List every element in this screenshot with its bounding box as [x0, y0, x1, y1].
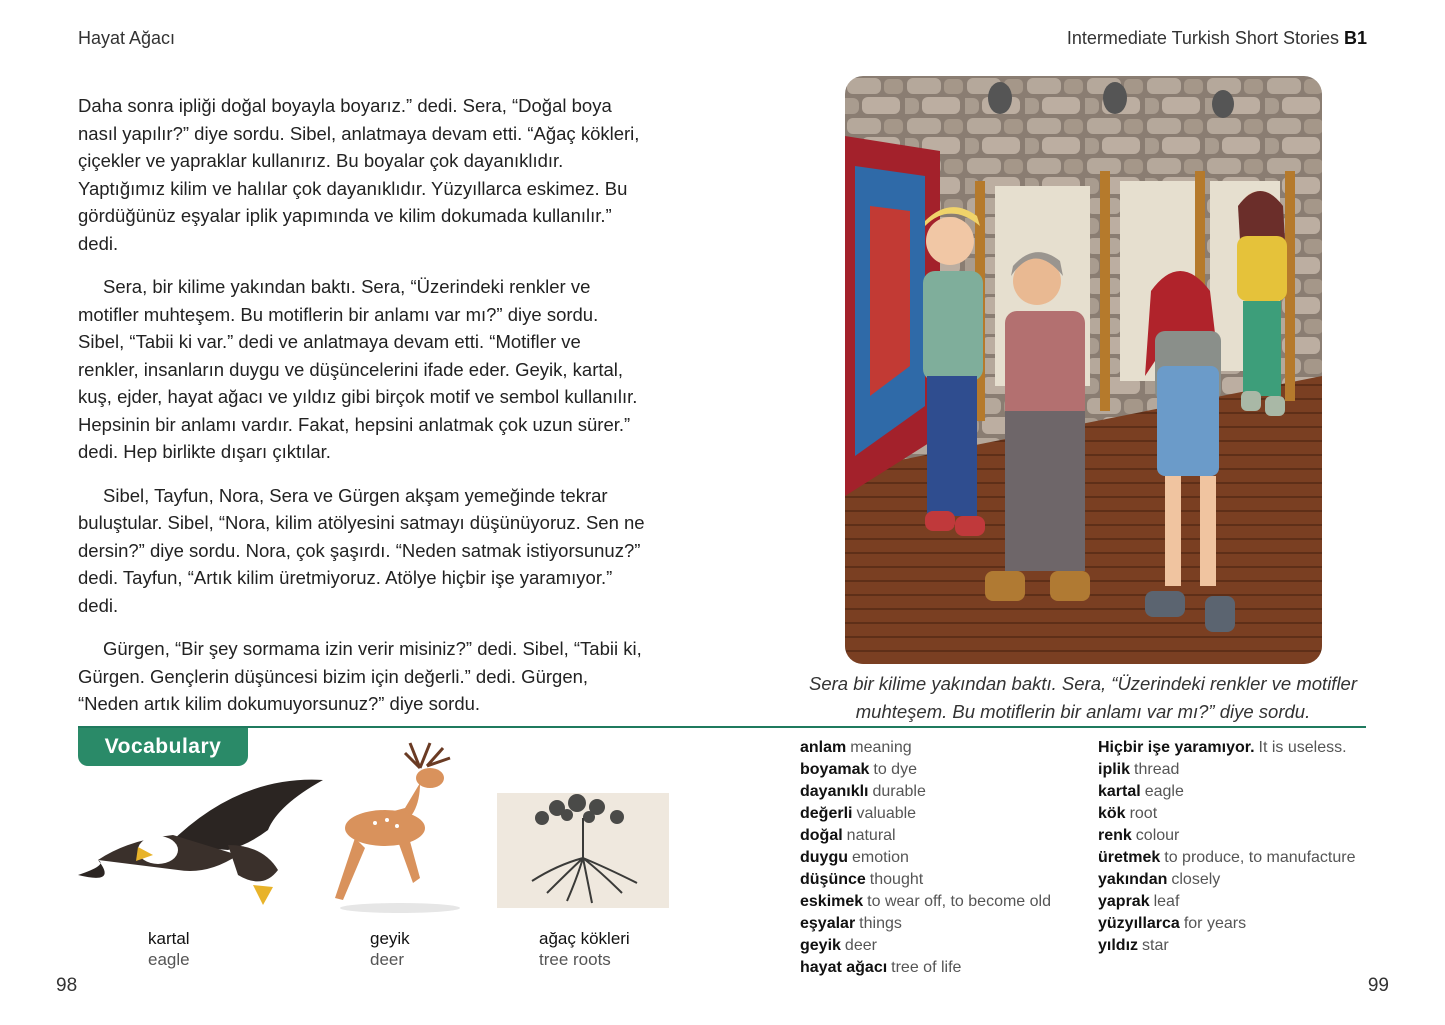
picture-label-eagle [148, 928, 190, 970]
vocab-word: Hiçbir işe yaramıyor. [1098, 739, 1255, 756]
vocabulary-heading: Vocabulary [78, 728, 248, 766]
vocab-meaning: meaning [850, 739, 912, 756]
vocab-meaning: to wear off, to become old [867, 893, 1051, 910]
illustration-caption: Sera bir kilime yakından baktı. Sera, “Üzerindeki renkler ve motifler muhteşem. Bu motiflerin bir anlamı var mı?” diye sordu. [808, 673, 1358, 722]
vocab-word: eskimek [800, 893, 864, 910]
vocab-meaning: It is useless. [1258, 739, 1347, 756]
vocab-entry [1098, 913, 1355, 935]
vocab-meaning: to dye [873, 761, 917, 778]
vocab-entry [1098, 891, 1355, 913]
vocab-meaning: tree of life [891, 959, 962, 976]
vocab-entry [800, 781, 1051, 803]
vocab-word: kartal [1098, 783, 1141, 800]
vocab-meaning: things [859, 915, 902, 932]
vocab-entry [800, 913, 1051, 935]
vocab-entry [1098, 759, 1355, 781]
vocab-meaning: closely [1171, 871, 1221, 888]
book-title: Intermediate Turkish Short Stories [1066, 28, 1339, 48]
picture-translation: deer [370, 950, 405, 969]
vocab-entry [800, 891, 1051, 913]
vocab-word: anlam [800, 739, 847, 756]
vocab-entry [800, 759, 1051, 781]
vocab-meaning: natural [846, 827, 896, 844]
vocab-word: iplik [1098, 761, 1131, 778]
page-number-right: 99 [1367, 975, 1389, 996]
vocab-meaning: star [1142, 937, 1169, 954]
vocab-meaning: deer [844, 937, 877, 954]
story-text [78, 92, 646, 734]
vocab-entry [800, 957, 1051, 979]
tree-roots-illustration [497, 793, 669, 913]
vocab-meaning: valuable [856, 805, 917, 822]
vocab-word: renk [1098, 827, 1132, 844]
vocab-meaning: leaf [1153, 893, 1180, 910]
picture-label-tree-roots [539, 928, 630, 970]
vocab-meaning: colour [1135, 827, 1180, 844]
vocab-meaning: for years [1183, 915, 1247, 932]
vocab-meaning: emotion [852, 849, 909, 866]
picture-word: geyik [370, 929, 410, 948]
vocab-meaning: eagle [1144, 783, 1184, 800]
picture-translation: eagle [148, 950, 190, 969]
vocab-entry [800, 803, 1051, 825]
vocab-entry [1098, 847, 1355, 869]
vocab-entry [800, 737, 1051, 759]
paragraph: Gürgen, “Bir şey sormama izin verir misiniz?” dedi. Sibel, “Tabii ki, Gürgen. Gençlerin düşüncesi bizim için değerli.” dedi. Gürgen, “Neden artık kilim dokumuyorsunuz?” diye sordu. [78, 638, 642, 714]
vocab-meaning: thought [869, 871, 924, 888]
vocab-entry [800, 825, 1051, 847]
vocab-meaning: root [1129, 805, 1158, 822]
vocab-word: dayanıklı [800, 783, 869, 800]
vocab-word: duygu [800, 849, 848, 866]
header-left-title: Hayat Ağacı [78, 28, 176, 48]
paragraph: Daha sonra ipliği doğal boyayla boyarız.” dedi. Sera, “Doğal boya nasıl yapılır?” diye sordu. Sibel, anlatmaya devam etti. “Ağaç kökleri, çiçekler ve yapraklar kullanırız. Bu boyalar çok dayanıklıdır. Yaptığımız kilim ve halılar çok dayanıklıdır. Yüzyıllarca eskimez. Bu gördüğünüz eşyalar iplik yapımında ve kilim dokumada kullanılır.” dedi. [78, 95, 640, 254]
vocab-word: yüzyıllarca [1098, 915, 1180, 932]
vocab-word: eşyalar [800, 915, 856, 932]
vocab-entry [1098, 825, 1355, 847]
vocab-word: yaprak [1098, 893, 1150, 910]
section-divider [78, 726, 1366, 728]
vocab-meaning: to produce, to manufacture [1164, 849, 1356, 866]
vocab-word: boyamak [800, 761, 870, 778]
vocab-entry [1098, 737, 1355, 759]
vocab-meaning: durable [872, 783, 926, 800]
level-badge: B1 [1343, 28, 1367, 48]
vocab-entry [1098, 803, 1355, 825]
vocab-entry [800, 935, 1051, 957]
vocab-entry [800, 847, 1051, 869]
deer-illustration [325, 738, 475, 923]
vocab-entry [1098, 781, 1355, 803]
vocab-word: değerli [800, 805, 853, 822]
header-right-title [1067, 28, 1367, 49]
picture-label-deer [370, 928, 410, 970]
vocab-word: geyik [800, 937, 841, 954]
page-number-left: 98 [56, 975, 78, 996]
eagle-illustration [78, 775, 328, 920]
vocab-word: düşünce [800, 871, 866, 888]
vocab-entry [1098, 869, 1355, 891]
picture-word: ağaç kökleri [539, 929, 630, 948]
picture-word: kartal [148, 929, 190, 948]
vocab-entry [800, 869, 1051, 891]
vocabulary-list-2 [1098, 737, 1355, 957]
vocab-word: yıldız [1098, 937, 1139, 954]
vocab-word: hayat ağacı [800, 959, 888, 976]
vocabulary-list-1 [800, 737, 1051, 979]
picture-translation: tree roots [539, 950, 611, 969]
vocab-entry [1098, 935, 1355, 957]
story-illustration [845, 76, 1322, 664]
vocab-word: doğal [800, 827, 843, 844]
vocab-word: üretmek [1098, 849, 1161, 866]
vocab-word: kök [1098, 805, 1126, 822]
vocab-meaning: thread [1134, 761, 1180, 778]
paragraph: Sibel, Tayfun, Nora, Sera ve Gürgen akşam yemeğinde tekrar buluştular. Sibel, “Nora, kilim atölyesini satmayı düşünüyoruz. Sen ne dersin?” diye sordu. Nora, çok şaşırdı. “Neden satmak istiyorsunuz?” dedi. Tayfun, “Artık kilim üretmiyoruz. Atölye hiçbir işe yaramıyor.” dedi. [78, 484, 645, 616]
paragraph: Sera, bir kilime yakından baktı. Sera, “Üzerindeki renkler ve motifler muhteşem. Bu motiflerin bir anlamı var mı?” diye sordu. Sibel, “Tabii ki var.” dedi ve anlatmaya devam etti. “Motifler ve renkler, insanların duygu ve düşüncelerini ifade eder. Geyik, kartal, kuş, ejder, hayat ağacı ve yıldız gibi birçok motif ve sembol kullanılır. Hepsinin bir anlamı vardır. Fakat, hepsini anlatmak çok uzun sürer.” dedi. Hep birlikte dışarı çıktılar. [78, 276, 638, 462]
vocab-word: yakından [1098, 871, 1168, 888]
